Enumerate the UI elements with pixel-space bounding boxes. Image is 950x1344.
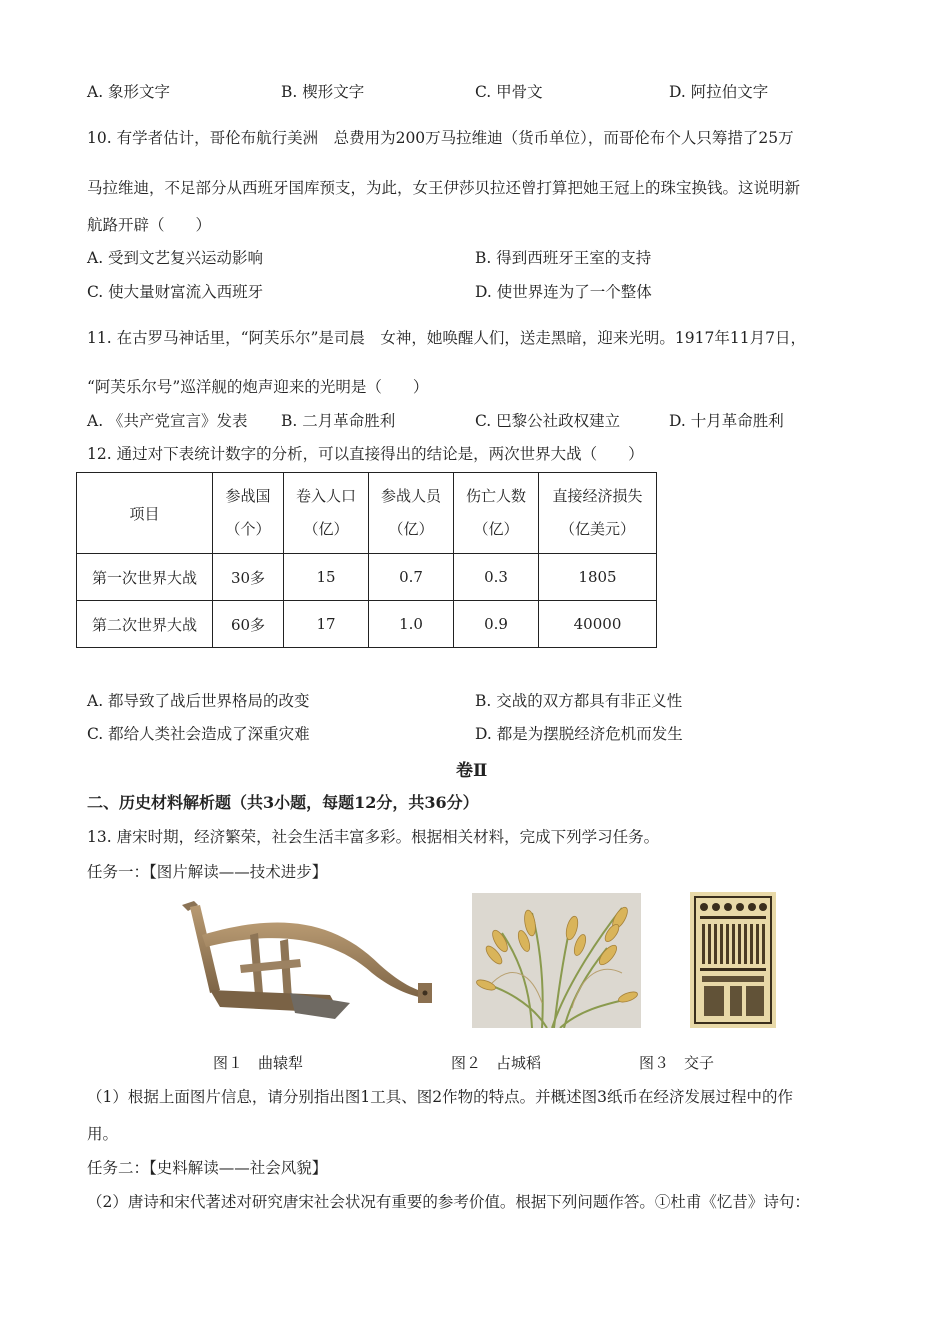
q10-option-b: B. 得到西班牙王室的支持 — [475, 249, 652, 267]
table-cell: 1805 — [539, 554, 657, 601]
header-item — [77, 473, 213, 554]
table-cell: 0.3 — [454, 554, 539, 601]
table-cell: 30多 — [213, 554, 284, 601]
table-cell: 第一次世界大战 — [77, 554, 213, 601]
header-countries — [213, 473, 284, 554]
curved-plow-image — [180, 895, 442, 1025]
header-unit: （亿） — [473, 520, 519, 538]
q12-line1: 12. 通过对下表统计数字的分析，可以直接得出的结论是，两次世界大战（ ） — [87, 445, 644, 463]
q12-option-c: C. 都给人类社会造成了深重灾难 — [87, 725, 310, 743]
header-unit: （亿美元） — [559, 520, 635, 538]
q9-option-c: C. 甲骨文 — [475, 83, 543, 101]
table-cell: 17 — [284, 601, 369, 648]
table-cell: 1.0 — [369, 601, 454, 648]
q11-option-d: D. 十月革命胜利 — [669, 412, 784, 430]
q13-intro: 13. 唐宋时期，经济繁荣，社会生活丰富多彩。根据相关材料，完成下列学习任务。 — [87, 828, 660, 846]
header-label: 项目 — [129, 504, 160, 523]
header-unit: （亿） — [388, 520, 434, 538]
table-cell: 0.7 — [369, 554, 454, 601]
header-soldiers — [369, 473, 454, 554]
header-unit: （亿） — [303, 520, 349, 538]
figure2-caption: 图２ 占城稻 — [451, 1054, 542, 1072]
q13-sub1-line1: （1）根据上面图片信息，请分别指出图1工具、图2作物的特点。并概述图3纸币在经济发展过程中的作 — [87, 1088, 793, 1106]
q13-sub2-line1: （2）唐诗和宋代著述对研究唐宋社会状况有重要的参考价值。根据下列问题作答。①杜甫《忆昔》诗句： — [87, 1193, 810, 1211]
q11-line1: 11. 在古罗马神话里，“阿芙乐尔”是司晨 女神，她唤醒人们，送走黑暗，迎来光明。1917年11月7日， — [87, 329, 806, 347]
header-casualties — [454, 473, 539, 554]
table-cell: 40000 — [539, 601, 657, 648]
war-statistics-table — [76, 472, 657, 648]
q13-task1: 任务一：【图片解读——技术进步】 — [87, 863, 328, 881]
table-cell: 60多 — [213, 601, 284, 648]
table-row — [77, 554, 657, 601]
q9-option-a: A. 象形文字 — [87, 83, 171, 101]
q10-option-d: D. 使世界连为了一个整体 — [475, 283, 652, 301]
q10-option-c: C. 使大量财富流入西班牙 — [87, 283, 264, 301]
section-title: 二、历史材料解析题（共3小题，每题12分，共36分） — [87, 793, 479, 812]
table-cell: 0.9 — [454, 601, 539, 648]
header-unit: （个） — [225, 520, 271, 538]
header-population — [284, 473, 369, 554]
table-row — [77, 601, 657, 648]
table-cell: 15 — [284, 554, 369, 601]
jiaozi-note-image — [690, 892, 776, 1028]
q13-task2: 任务二：【史料解读——社会风貌】 — [87, 1159, 328, 1177]
header-label: 参战人员 — [380, 487, 441, 505]
q10-line2: 马拉维迪，不足部分从西班牙国库预支，为此，女王伊莎贝拉还曾打算把她王冠上的珠宝换钱。这说明新 — [87, 179, 801, 197]
table-cell: 第二次世界大战 — [77, 601, 213, 648]
q11-line2: “阿芙乐尔号”巡洋舰的炮声迎来的光明是（ ） — [87, 378, 429, 396]
q11-option-c: C. 巴黎公社政权建立 — [475, 412, 621, 430]
q11-option-b: B. 二月革命胜利 — [281, 412, 396, 430]
header-label: 卷入人口 — [295, 487, 356, 505]
header-label: 直接经济损失 — [552, 487, 643, 505]
q9-option-b: B. 楔形文字 — [281, 83, 365, 101]
q10-line1: 10. 有学者估计，哥伦布航行美洲 总费用为200万马拉维迪（货币单位），而哥伦布个人只筹措了25万 — [87, 129, 794, 147]
q10-line3: 航路开辟（ ） — [87, 216, 212, 234]
q9-option-d: D. 阿拉伯文字 — [669, 83, 769, 101]
q12-option-d: D. 都是为摆脱经济危机而发生 — [475, 725, 683, 743]
q12-option-a: A. 都导致了战后世界格局的改变 — [87, 692, 310, 710]
header-label: 参战国 — [225, 487, 271, 505]
q13-sub1-line2: 用。 — [87, 1125, 119, 1143]
figure1-caption: 图１ 曲辕犁 — [213, 1054, 304, 1072]
table-header-row — [77, 473, 657, 554]
q12-option-b: B. 交战的双方都具有非正义性 — [475, 692, 683, 710]
champa-rice-image — [472, 893, 641, 1028]
header-economic-loss — [539, 473, 657, 554]
figure3-caption: 图３ 交子 — [639, 1054, 715, 1072]
volume-title: 卷Ⅱ — [456, 761, 488, 781]
q11-option-a: A. 《共产党宣言》发表 — [87, 412, 248, 430]
q10-option-a: A. 受到文艺复兴运动影响 — [87, 249, 264, 267]
header-label: 伤亡人数 — [465, 487, 526, 505]
